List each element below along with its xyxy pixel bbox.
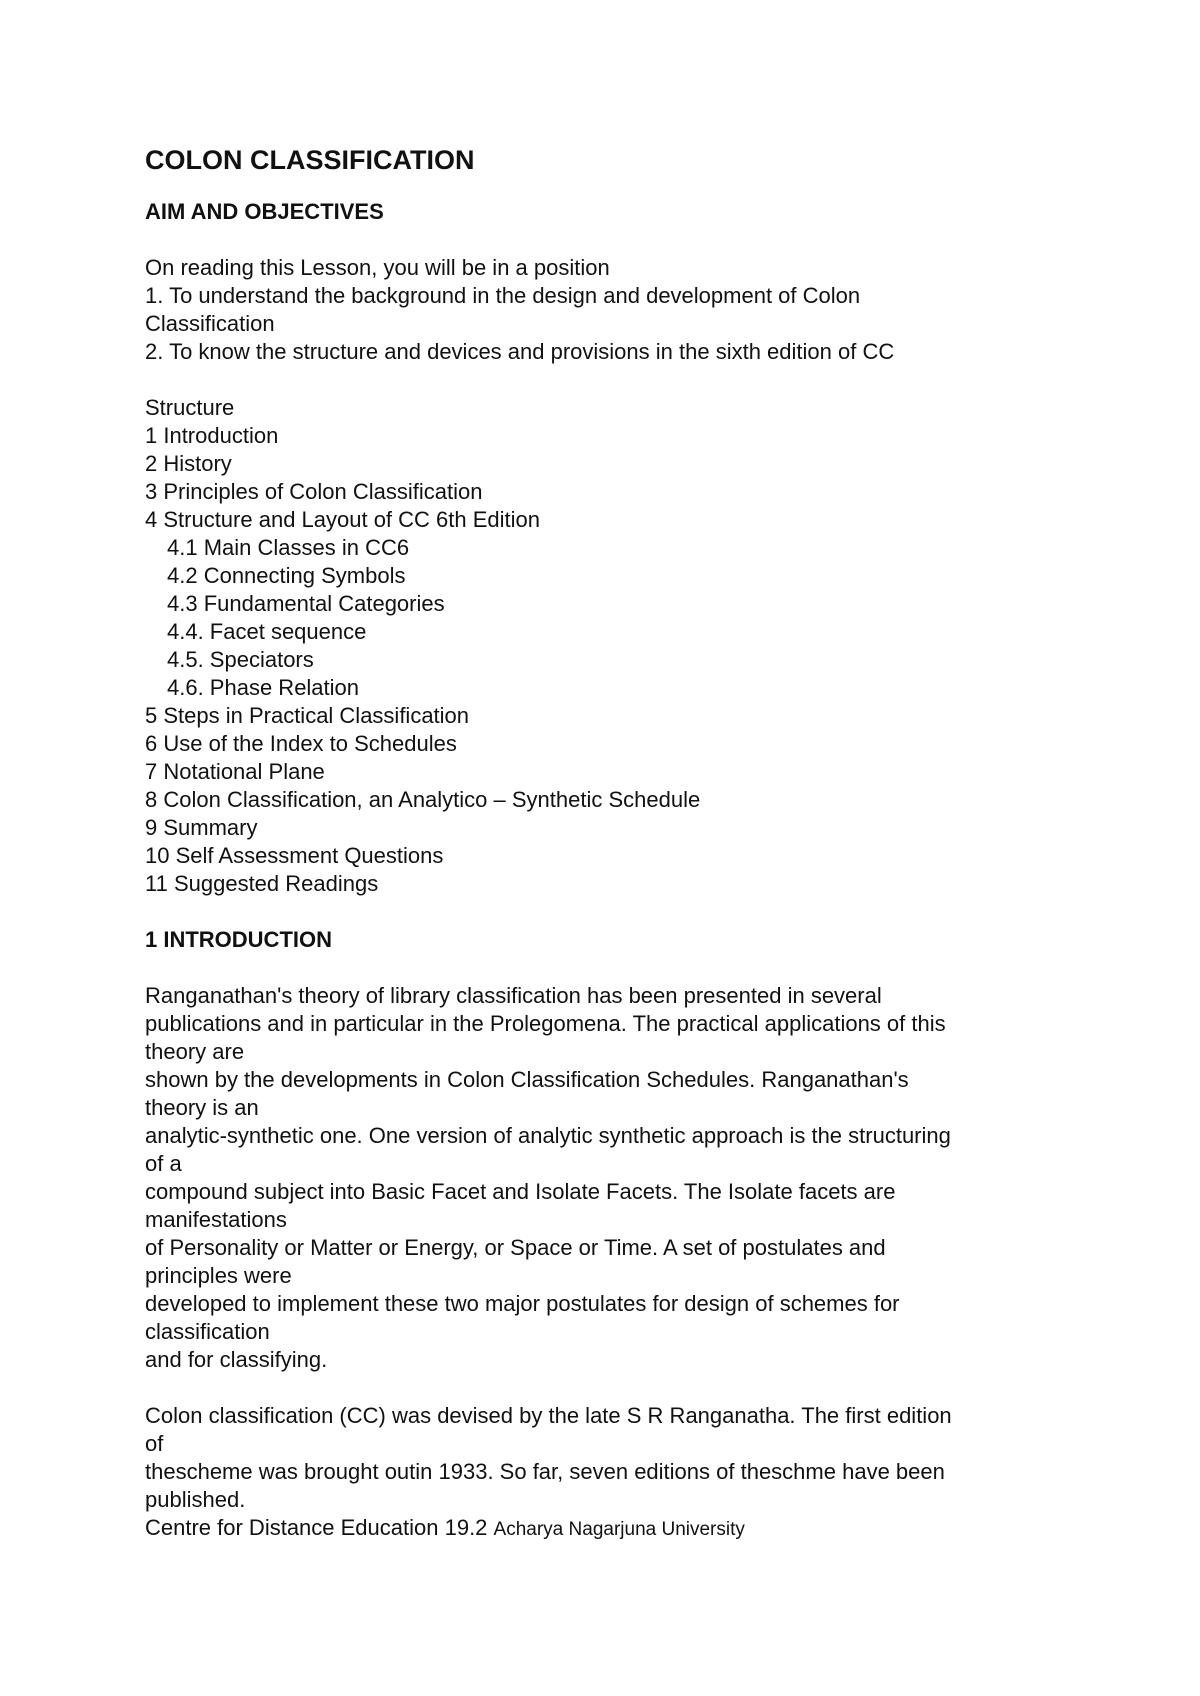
paragraph-line: of Personality or Matter or Energy, or Space or Time. A set of postulates and — [145, 1235, 886, 1260]
aim-line: 2. To know the structure and devices and provisions in the sixth edition of CC — [145, 339, 895, 364]
introduction-heading: 1 INTRODUCTION — [145, 927, 332, 952]
paragraph-line: developed to implement these two major postulates for design of schemes for — [145, 1291, 900, 1316]
structure-heading: Structure — [145, 395, 235, 420]
paragraph-line: Ranganathan's theory of library classification has been presented in several — [145, 983, 882, 1008]
structure-item: 9 Summary — [145, 815, 258, 840]
paragraph-line: theory is an — [145, 1095, 259, 1120]
structure-item: 11 Suggested Readings — [145, 871, 379, 896]
structure-item: 3 Principles of Colon Classification — [145, 479, 483, 504]
paragraph-line: and for classifying. — [145, 1347, 328, 1372]
paragraph-line: principles were — [145, 1263, 292, 1288]
paragraph-line: Colon classification (CC) was devised by the late S R Ranganatha. The first edition — [145, 1403, 952, 1428]
paragraph-line: analytic-synthetic one. One version of analytic synthetic approach is the structuring — [145, 1123, 951, 1148]
paragraph-line: of — [145, 1431, 164, 1456]
structure-subitem: 4.4. Facet sequence — [167, 619, 367, 644]
aim-paragraph — [145, 254, 1055, 366]
paragraph-line: theory are — [145, 1039, 245, 1064]
aim-heading: AIM AND OBJECTIVES — [145, 199, 384, 224]
paragraph-line: published. — [145, 1487, 246, 1512]
paragraph-line: manifestations — [145, 1207, 287, 1232]
structure-subitem: 4.3 Fundamental Categories — [167, 591, 445, 616]
structure-item: 6 Use of the Index to Schedules — [145, 731, 457, 756]
structure-item: 10 Self Assessment Questions — [145, 843, 444, 868]
paragraph-line: thescheme was brought outin 1933. So far, seven editions of theschme have been — [145, 1459, 945, 1484]
document-title: COLON CLASSIFICATION — [145, 145, 475, 175]
paragraph-line: shown by the developments in Colon Classification Schedules. Ranganathan's — [145, 1067, 909, 1092]
structure-list — [145, 394, 1055, 898]
structure-subitem: 4.2 Connecting Symbols — [167, 563, 406, 588]
footer-university: Acharya Nagarjuna University — [493, 1519, 745, 1540]
paragraph-line: classification — [145, 1319, 270, 1344]
paragraph-line: of a — [145, 1151, 182, 1176]
structure-subitem: 4.6. Phase Relation — [167, 675, 360, 700]
structure-item: 1 Introduction — [145, 423, 279, 448]
paragraph-line: publications and in particular in the Prolegomena. The practical applications of this — [145, 1011, 946, 1036]
structure-item: 5 Steps in Practical Classification — [145, 703, 470, 728]
aim-line: Classification — [145, 311, 275, 336]
aim-line: On reading this Lesson, you will be in a position — [145, 255, 610, 280]
introduction-paragraph — [145, 982, 1055, 1374]
paragraph-line: compound subject into Basic Facet and Isolate Facets. The Isolate facets are — [145, 1179, 896, 1204]
structure-subitem: 4.1 Main Classes in CC6 — [167, 535, 410, 560]
structure-subitem: 4.5. Speciators — [167, 647, 314, 672]
document-content — [145, 142, 1055, 1544]
structure-item: 4 Structure and Layout of CC 6th Edition — [145, 507, 541, 532]
aim-line: 1. To understand the background in the design and development of Colon — [145, 283, 861, 308]
structure-item: 8 Colon Classification, an Analytico – Synthetic Schedule — [145, 787, 701, 812]
page-footer — [145, 1514, 1055, 1544]
structure-item: 2 History — [145, 451, 232, 476]
structure-item: 7 Notational Plane — [145, 759, 325, 784]
footer-centre: Centre for Distance Education 19.2 — [145, 1515, 488, 1540]
cc-history-paragraph — [145, 1402, 1055, 1514]
